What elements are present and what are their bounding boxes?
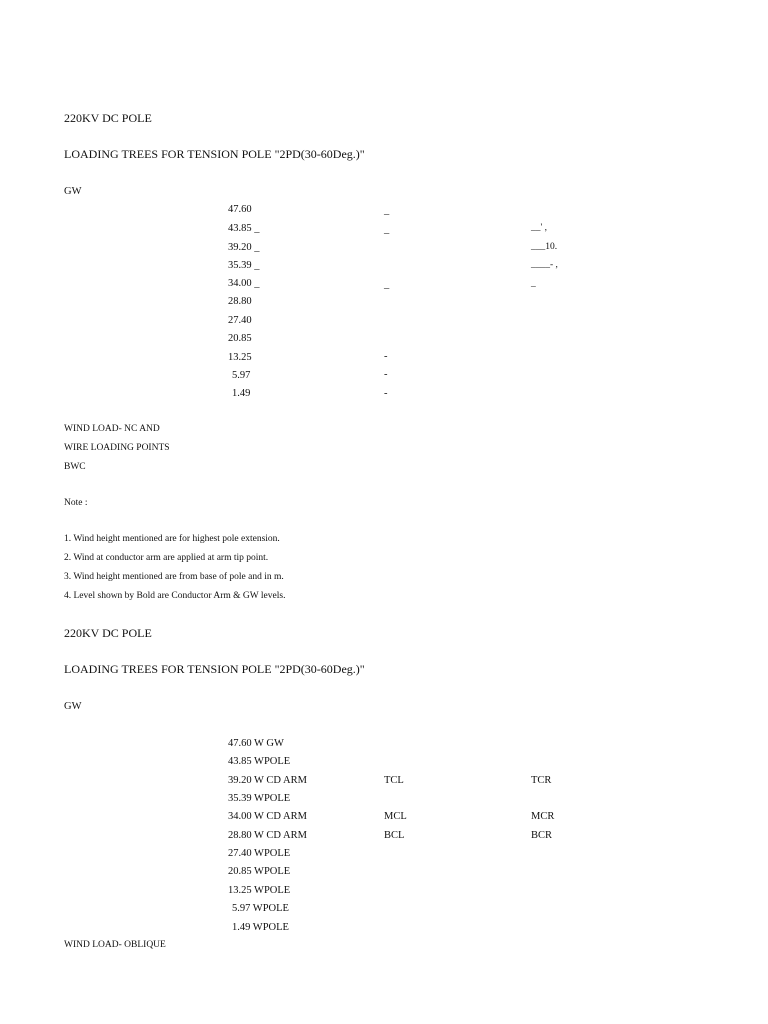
- height-label: 43.85 _: [228, 223, 260, 234]
- height-label: 1.49: [232, 388, 251, 399]
- left-arm-label: BCL: [384, 830, 405, 841]
- mid-mark: -: [384, 351, 388, 362]
- bwc-label: BWC: [64, 462, 86, 472]
- note-item: 2. Wind at conductor arm are applied at arm tip point.: [64, 553, 269, 563]
- section1-title: 220KV DC POLE: [64, 111, 152, 125]
- height-label: 47.60: [228, 204, 252, 215]
- right-mark: ___10.: [531, 242, 558, 252]
- load-row: 27.40 WPOLE: [228, 848, 291, 859]
- load-row: 35.39 WPOLE: [228, 793, 291, 804]
- right-arm-label: BCR: [531, 830, 553, 841]
- right-mark: ____- ,: [531, 260, 558, 270]
- right-mark: __' ,: [531, 223, 547, 233]
- height-label: 20.85: [228, 333, 252, 344]
- note-item: 3. Wind height mentioned are from base of pole and in m.: [64, 572, 284, 582]
- right-arm-label: TCR: [531, 775, 552, 786]
- section1-subtitle: LOADING TREES FOR TENSION POLE "2PD(30-60Deg.)": [64, 147, 365, 161]
- right-arm-label: MCR: [531, 811, 555, 822]
- note-heading: Note :: [64, 498, 88, 508]
- left-arm-label: MCL: [384, 811, 407, 822]
- height-label: 28.80: [228, 296, 252, 307]
- section1-gw-label: GW: [64, 186, 82, 197]
- load-row: 28.80 W CD ARM: [228, 830, 307, 841]
- section2-gw-label: GW: [64, 701, 82, 712]
- load-row: 20.85 WPOLE: [228, 866, 291, 877]
- load-row: 39.20 W CD ARM: [228, 775, 307, 786]
- height-label: 27.40: [228, 315, 252, 326]
- mid-mark: -: [384, 388, 388, 399]
- load-row: 47.60 W GW: [228, 738, 284, 749]
- wind-load-oblique-label: WIND LOAD- OBLIQUE: [64, 940, 166, 950]
- left-arm-label: TCL: [384, 775, 404, 786]
- section2-title: 220KV DC POLE: [64, 626, 152, 640]
- mid-mark: _: [384, 279, 390, 290]
- wind-load-label: WIND LOAD- NC AND: [64, 424, 160, 434]
- height-label: 5.97: [232, 370, 251, 381]
- note-item: 4. Level shown by Bold are Conductor Arm & GW levels.: [64, 591, 286, 601]
- mid-mark: -: [384, 369, 388, 380]
- note-item: 1. Wind height mentioned are for highest pole extension.: [64, 534, 280, 544]
- right-mark: _: [531, 279, 536, 289]
- height-label: 35.39 _: [228, 260, 260, 271]
- section2-subtitle: LOADING TREES FOR TENSION POLE "2PD(30-60Deg.)": [64, 662, 365, 676]
- height-label: 34.00 _: [228, 278, 260, 289]
- load-row: 43.85 WPOLE: [228, 756, 291, 767]
- load-row: 13.25 WPOLE: [228, 885, 291, 896]
- height-label: 39.20 _: [228, 242, 260, 253]
- mid-mark: _: [384, 205, 390, 216]
- load-row: 1.49 WPOLE: [232, 922, 289, 933]
- mid-mark: _: [384, 224, 390, 235]
- load-row: 34.00 W CD ARM: [228, 811, 307, 822]
- wire-loading-label: WIRE LOADING POINTS: [64, 443, 170, 453]
- height-label: 13.25: [228, 352, 252, 363]
- load-row: 5.97 WPOLE: [232, 903, 289, 914]
